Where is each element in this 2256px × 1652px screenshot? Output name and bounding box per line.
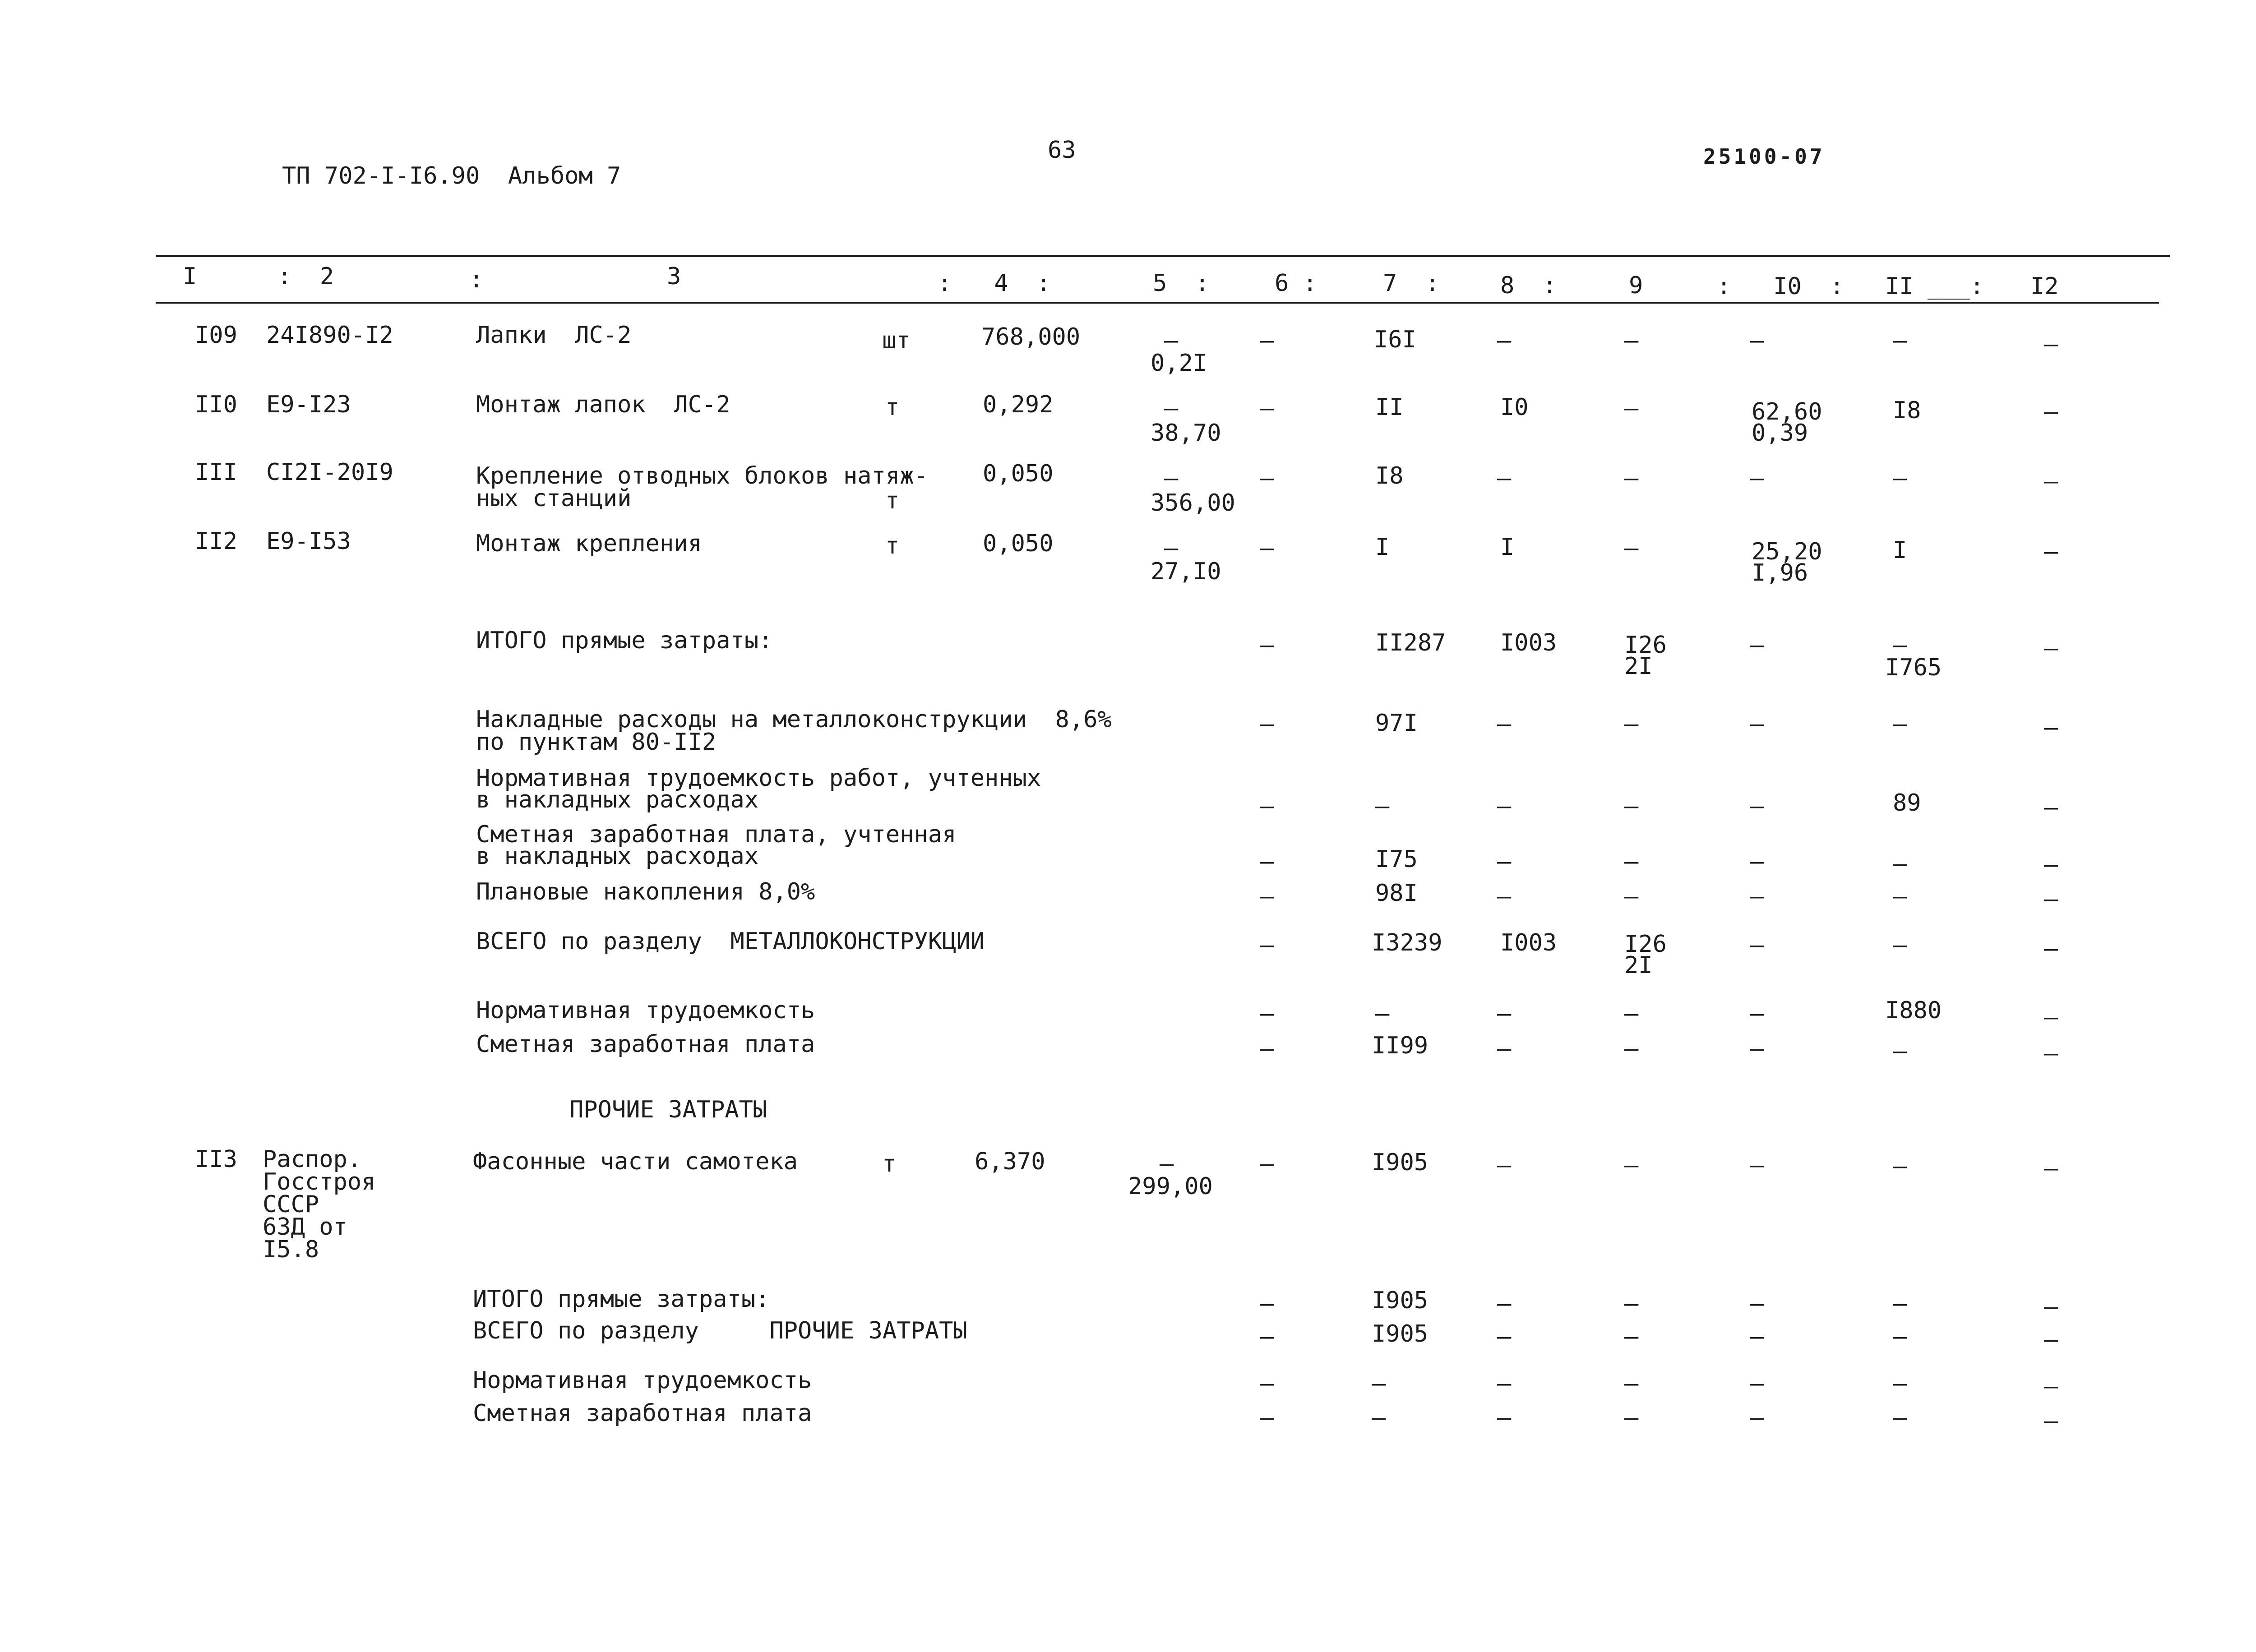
overhead-c8: – — [1497, 711, 1512, 738]
row-number: I09 — [195, 322, 237, 349]
row-c6: – — [1260, 465, 1274, 492]
totals-c11: – — [1893, 1290, 1907, 1317]
section-total-c8: I003 — [1500, 929, 1557, 956]
wage-label: Сметная заработная плата — [476, 1031, 815, 1058]
row-c12: – — [2044, 331, 2058, 358]
row-c10b: 0,39 — [1752, 420, 1808, 447]
totals-c11b: I765 — [1885, 654, 1942, 681]
row-c6: – — [1260, 535, 1274, 562]
norm-labor-c6: – — [1260, 1370, 1274, 1397]
row-c9: – — [1624, 535, 1639, 562]
col-header-7: 7 : — [1383, 270, 1440, 297]
totals-c10: – — [1750, 1290, 1764, 1317]
row-c5a: – — [1160, 1150, 1174, 1177]
row-name: Монтаж лапок ЛС-2 — [476, 391, 730, 418]
norm-labor-oh-c7: – — [1375, 793, 1390, 820]
row-c7: I6I — [1374, 326, 1416, 353]
totals-c11a: – — [1893, 632, 1907, 659]
col-header-2: : 2 — [277, 263, 334, 290]
row-c10: – — [1750, 465, 1764, 492]
row-code-line: Распор. — [263, 1146, 362, 1173]
planned-c7: 98I — [1375, 880, 1418, 907]
section-total-c7: I905 — [1372, 1320, 1428, 1347]
norm-labor-c10: – — [1750, 1370, 1764, 1397]
row-c11: – — [1893, 465, 1907, 492]
norm-labor-c6: – — [1260, 1000, 1274, 1027]
totals-c7: II287 — [1375, 629, 1446, 656]
norm-labor-oh-c11: 89 — [1893, 789, 1921, 817]
col-header-3: 3 — [667, 263, 681, 290]
norm-labor-oh-c6: – — [1260, 793, 1274, 820]
row-code: Е9-I23 — [266, 391, 351, 418]
totals-c8: – — [1497, 1290, 1512, 1317]
row-unit: т — [882, 1150, 897, 1177]
wage-oh-c6: – — [1260, 848, 1274, 875]
overhead-c12: – — [2044, 714, 2058, 741]
section-total-c12: – — [2044, 1326, 2058, 1353]
row-c10b: I,96 — [1752, 559, 1808, 586]
norm-labor-c12: – — [2044, 1004, 2058, 1031]
row-name: Крепление отводных блоков натяж- — [476, 462, 928, 489]
row-c6: – — [1260, 395, 1274, 422]
norm-labor-oh-c8: – — [1497, 793, 1512, 820]
norm-labor-oh-label-continued: в накладных расходах — [476, 786, 759, 813]
planned-label: Плановые накопления 8,0% — [476, 878, 815, 905]
norm-labor-c9: – — [1624, 1370, 1639, 1397]
row-qty: 0,050 — [983, 530, 1054, 557]
col-header-sep-3: : — [469, 266, 484, 293]
wage-c9: – — [1624, 1404, 1639, 1431]
section-total-c10: – — [1750, 932, 1764, 959]
col-header-9: 9 — [1629, 272, 1643, 299]
row-c9: – — [1624, 327, 1639, 354]
totals-c12: – — [2044, 635, 2058, 662]
col-header-4: : 4 : — [938, 270, 1051, 297]
row-c7: I — [1375, 534, 1390, 561]
overhead-c6: – — [1260, 711, 1274, 738]
norm-labor-c11: I880 — [1885, 997, 1942, 1024]
row-code: 24I890-I2 — [266, 322, 393, 349]
norm-labor-c12: – — [2044, 1373, 2058, 1400]
section-title: ПРОЧИЕ ЗАТРАТЫ — [569, 1096, 767, 1123]
section-total-label: ВСЕГО по разделу МЕТАЛЛОКОНСТРУКЦИИ — [476, 928, 985, 955]
row-name: Фасонные части самотека — [473, 1148, 798, 1175]
section-total-c9b: 2I — [1624, 952, 1653, 979]
wage-c6: – — [1260, 1035, 1274, 1062]
row-c11: – — [1893, 1153, 1907, 1180]
row-qty: 0,050 — [983, 460, 1054, 487]
section-total-c12: – — [2044, 935, 2058, 962]
row-c9: – — [1624, 465, 1639, 492]
norm-labor-oh-c12: – — [2044, 794, 2058, 821]
row-name: Лапки ЛС-2 — [476, 322, 632, 349]
row-number: II3 — [195, 1146, 237, 1173]
norm-labor-c8: – — [1497, 1370, 1512, 1397]
row-qty: 6,370 — [975, 1148, 1045, 1175]
norm-labor-c8: – — [1497, 1000, 1512, 1027]
wage-c12: – — [2044, 1407, 2058, 1435]
wage-c7: II99 — [1372, 1032, 1428, 1059]
planned-c9: – — [1624, 883, 1639, 910]
norm-labor-c11: – — [1893, 1370, 1907, 1397]
row-qty: 768,000 — [981, 323, 1081, 351]
planned-c6: – — [1260, 883, 1274, 910]
section-total-c9: – — [1624, 1323, 1639, 1350]
totals-label: ИТОГО прямые затраты: — [473, 1286, 770, 1313]
planned-c11: – — [1893, 883, 1907, 910]
section-total-c10: – — [1750, 1323, 1764, 1350]
header-bottom-rule — [156, 302, 2159, 304]
wage-oh-c12: – — [2044, 851, 2058, 878]
wage-c8: – — [1497, 1035, 1512, 1062]
wage-oh-c10: – — [1750, 848, 1764, 875]
norm-labor-c10: – — [1750, 1000, 1764, 1027]
row-c5a: – — [1164, 395, 1179, 422]
row-name-continued: ных станций — [476, 485, 632, 512]
overhead-c11: – — [1893, 711, 1907, 738]
doc-reference: ТП 702-I-I6.90 Альбом 7 — [282, 162, 621, 189]
row-c10a: 62,60 — [1752, 398, 1822, 425]
overhead-c10: – — [1750, 711, 1764, 738]
row-number: III — [195, 459, 237, 486]
row-unit: т — [885, 532, 900, 559]
row-unit: шт — [882, 327, 911, 354]
col-header-8: 8 : — [1500, 272, 1557, 299]
wage-c11: – — [1893, 1404, 1907, 1431]
row-code-line: I5.8 — [263, 1236, 319, 1263]
wage-oh-label: Сметная заработная плата, учтенная — [476, 821, 957, 848]
wage-label: Сметная заработная плата — [473, 1400, 812, 1427]
row-c7: I905 — [1372, 1149, 1428, 1176]
row-number: II2 — [195, 528, 237, 555]
row-c5a: – — [1164, 327, 1179, 354]
row-c7: I8 — [1375, 462, 1404, 489]
totals-c10: – — [1750, 632, 1764, 659]
totals-c6: – — [1260, 1290, 1274, 1317]
planned-c8: – — [1497, 883, 1512, 910]
totals-c6: – — [1260, 632, 1274, 659]
overhead-label-continued: по пунктам 80-II2 — [476, 729, 717, 756]
col-header-10: : I0 : — [1717, 273, 1844, 300]
document-code: 25100-07 — [1703, 144, 1825, 169]
norm-labor-c7: – — [1375, 1000, 1390, 1027]
row-number: II0 — [195, 391, 237, 418]
row-c10a: 25,20 — [1752, 538, 1822, 565]
col-header-1: I — [183, 263, 197, 290]
row-code: Е9-I53 — [266, 528, 351, 555]
wage-oh-c9: – — [1624, 848, 1639, 875]
row-c8: I0 — [1500, 394, 1529, 421]
row-c10: – — [1750, 327, 1764, 354]
col-header-5: 5 : — [1153, 270, 1210, 297]
totals-c12: – — [2044, 1293, 2058, 1320]
norm-labor-c7: – — [1372, 1370, 1386, 1397]
row-c5a: – — [1164, 465, 1179, 492]
section-total-c8: – — [1497, 1323, 1512, 1350]
totals-c7: I905 — [1372, 1287, 1428, 1314]
row-c5b: 38,70 — [1151, 420, 1221, 447]
section-total-c9a: I26 — [1624, 931, 1667, 958]
row-c12: – — [2044, 468, 2058, 495]
row-c7: II — [1375, 394, 1404, 421]
overhead-c7: 97I — [1375, 710, 1418, 737]
wage-c9: – — [1624, 1035, 1639, 1062]
wage-oh-label-continued: в накладных расходах — [476, 843, 759, 870]
totals-c8: I003 — [1500, 629, 1557, 656]
section-total-c11: – — [1893, 1323, 1907, 1350]
row-unit: т — [885, 487, 900, 514]
wage-oh-c7: I75 — [1375, 846, 1418, 873]
row-c6: – — [1260, 327, 1274, 354]
row-c8: – — [1497, 327, 1512, 354]
section-total-c6: – — [1260, 932, 1274, 959]
wage-c8: – — [1497, 1404, 1512, 1431]
row-c5b: 27,I0 — [1151, 558, 1221, 585]
row-c9: – — [1624, 395, 1639, 422]
norm-labor-label: Нормативная трудоемкость — [473, 1367, 812, 1394]
section-total-c11: – — [1893, 932, 1907, 959]
table-top-rule — [156, 255, 2170, 257]
row-unit: т — [885, 394, 900, 421]
col-header-11: II ___: — [1885, 273, 1984, 300]
norm-labor-oh-c9: – — [1624, 793, 1639, 820]
row-c8: – — [1497, 465, 1512, 492]
col-header-6: 6 : — [1275, 270, 1317, 297]
norm-labor-oh-c10: – — [1750, 793, 1764, 820]
totals-c9: – — [1624, 1290, 1639, 1317]
row-c5b: 0,2I — [1151, 350, 1207, 377]
row-c5b: 299,00 — [1128, 1173, 1213, 1200]
row-c12: – — [2044, 1155, 2058, 1182]
row-c11: – — [1893, 327, 1907, 354]
section-total-c6: – — [1260, 1323, 1274, 1350]
section-total-label: ВСЕГО по разделу ПРОЧИЕ ЗАТРАТЫ — [473, 1317, 967, 1344]
section-total-c7: I3239 — [1372, 929, 1442, 956]
row-c5a: – — [1164, 535, 1179, 562]
row-c8: I — [1500, 534, 1515, 561]
wage-c7: – — [1372, 1404, 1386, 1431]
row-c10: – — [1750, 1152, 1764, 1179]
row-code-line: СССР — [263, 1191, 319, 1218]
wage-oh-c11: – — [1893, 850, 1907, 877]
row-c5b: 356,00 — [1151, 489, 1235, 517]
row-c12: – — [2044, 538, 2058, 565]
row-c11: I8 — [1893, 397, 1921, 424]
row-c11: I — [1893, 537, 1907, 564]
planned-c10: – — [1750, 883, 1764, 910]
row-qty: 0,292 — [983, 391, 1054, 418]
wage-c6: – — [1260, 1404, 1274, 1431]
norm-labor-label: Нормативная трудоемкость — [476, 997, 815, 1024]
row-code-line: 63Д от — [263, 1214, 347, 1241]
wage-c12: – — [2044, 1040, 2058, 1067]
totals-c9b: 2I — [1624, 653, 1653, 680]
row-c9: – — [1624, 1152, 1639, 1179]
page-number: 63 — [1048, 137, 1076, 164]
row-code-line: Госстроя — [263, 1168, 376, 1195]
overhead-label: Накладные расходы на металлоконструкции 8,6% — [476, 706, 1112, 733]
row-c8: – — [1497, 1152, 1512, 1179]
totals-c9a: I26 — [1624, 632, 1667, 659]
overhead-c9: – — [1624, 711, 1639, 738]
planned-c12: – — [2044, 886, 2058, 913]
wage-c10: – — [1750, 1404, 1764, 1431]
totals-label: ИТОГО прямые затраты: — [476, 627, 773, 654]
norm-labor-c9: – — [1624, 1000, 1639, 1027]
wage-c10: – — [1750, 1035, 1764, 1062]
col-header-12: I2 — [2030, 273, 2059, 300]
wage-oh-c8: – — [1497, 848, 1512, 875]
wage-c11: – — [1893, 1038, 1907, 1065]
row-name: Монтаж крепления — [476, 530, 702, 557]
row-c12: – — [2044, 398, 2058, 425]
row-c6: – — [1260, 1150, 1274, 1177]
row-code: СI2I-20I9 — [266, 459, 393, 486]
norm-labor-oh-label: Нормативная трудоемкость работ, учтенных — [476, 765, 1041, 792]
